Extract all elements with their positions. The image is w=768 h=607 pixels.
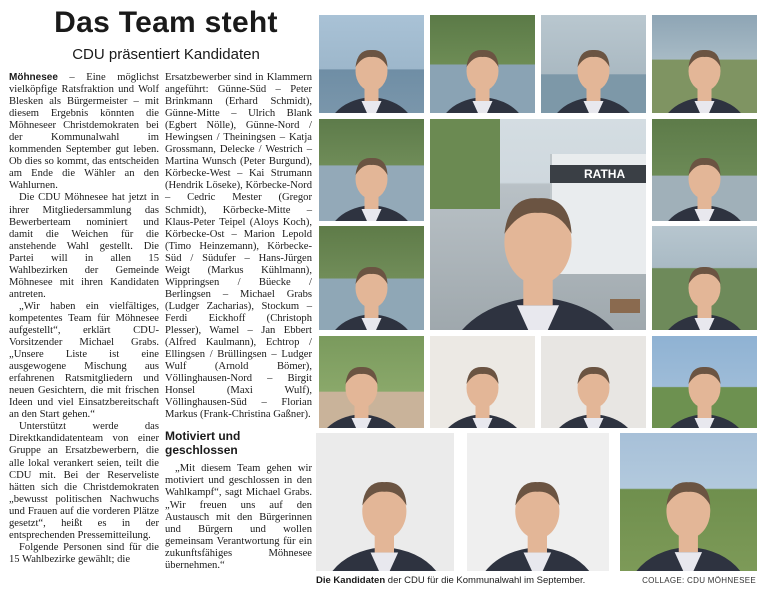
article-column-2 bbox=[165, 72, 312, 572]
paragraph-1: Möhnesee – Eine möglichst vielköpfige Ratsfraktion und Wolf Blesken als Bürgermeister – mit diesem Ergebnis könnten die Möhneseer Christdemokraten bei der Kommunalwahl im kommenden September gut leben. Ob dies so kommt, das entscheiden am Ende die Wähler an den Wahlurnen. bbox=[9, 72, 159, 192]
paragraph-5: Folgende Personen sind für die 15 Wahlbezirke gewählt; die bbox=[9, 541, 159, 565]
candidate-photo bbox=[319, 15, 424, 113]
candidate-photo bbox=[467, 433, 609, 571]
candidate-photo bbox=[652, 119, 757, 221]
photo-caption: Die Kandidaten der CDU für die Kommunalwahl im September. bbox=[316, 575, 586, 586]
section-heading: Motiviert und geschlossen bbox=[165, 429, 241, 458]
headline: Das Team steht bbox=[54, 6, 278, 39]
candidate-photo bbox=[652, 336, 757, 428]
photo-credit: COLLAGE: CDU MÖHNESEE bbox=[642, 576, 756, 585]
candidate-photo bbox=[541, 336, 646, 428]
candidate-photo bbox=[541, 15, 646, 113]
town-hall-sign: RATHA bbox=[550, 165, 646, 183]
subheadline: CDU präsentiert Kandidaten bbox=[72, 46, 260, 63]
dateline: Möhnesee bbox=[9, 72, 58, 83]
paragraph-2: Die CDU Möhnesee hat jetzt in ihrer Mitgliedersammlung das Bewerberteam nominiert und damit die Weichen für die anstehende Wahl gestellt. Die Partei will in allen 15 Wahlbezirken der Gemeinde Möhnesee mit ihren Kandidaten antreten. bbox=[9, 192, 159, 300]
article-column-1 bbox=[9, 72, 159, 566]
candidate-photo bbox=[430, 15, 535, 113]
candidate-photo bbox=[652, 15, 757, 113]
quote-paragraph: „Mit diesem Team gehen wir motiviert und geschlossen in den Wahlkampf“, sagt Michael Grabs. „Wir freuen uns auf den Austausch mit den Bürgerinnen und Bürgern und wollen gemeinsam Verantwortung für ein zukunftsfähiges Möhnesee übernehmen.“ bbox=[165, 463, 312, 571]
candidate-photo bbox=[319, 119, 424, 221]
candidate-photo bbox=[316, 433, 454, 571]
candidate-photo bbox=[652, 226, 757, 330]
candidate-list: Ersatzbewerber sind in Klammern angeführt: Günne-Süd – Peter Brinkmann (Erhard Schmidt), Günne-Mitte – Ulrich Blank (Egbert Nölle), Günne-Nord / Hewingsen / Theiningsen – Katja Grossmann, Delecke / Westrich – Martina Wunsch (Peter Burgund), Körbecke-West – Kai Strumann (Hendrik Löseke), Körbecke-Nord – Cedric Mester (Gregor Schmidt), Körbecke-Mitte – Klaus-Peter Teipel (Aloys Koch), Körbecke-Ost – Marion Lepold (Timo Heinzemann), Körbecke-Süd / Südufer – Hans-Jürgen Weigt (Markus Kühlmann), Wippringsen / Büecke / Berlingsen – Michael Grabs (Ludger Zacharias), Stockum – Ferdi Eickhoff (Christoph Plesser), Wamel – Jan Ebbert (Alfred Kaulmann), Echtrop / Ellingsen / Brüllingsen – Ludger Wulf (Arnold Bömer), Völlinghausen-Nord – Birgit Honsel (Maxi Wulf), Völlinghausen-Süd – Florian Markus (Frank-Christina Gaßner). bbox=[165, 72, 312, 421]
paragraph-4: Unterstützt werde das Direktkandidatenteam von einer Gruppe an Ersatzbewerbern, die alle lokal verankert seien, teilt die CDU mit. Bei der Reserveliste hätten sich die Christdemokraten „bewusst politischen Nachwuchs und Frauen auf die vorderen Plätze gesetzt“, heißt es in der entsprechenden Pressemitteilung. bbox=[9, 421, 159, 541]
candidate-photo bbox=[430, 336, 535, 428]
candidate-photo bbox=[319, 336, 424, 428]
paragraph-3: „Wir haben ein vielfältiges, kompetentes Team für Möhnesee aufgestellt“, erklärt CDU-Vorsitzender Michael Grabs. „Unsere Liste ist eine ausgewogene Mischung aus erfahrenen Ratsmitgliedern und neuen Gesichtern, die mit frischen Ideen und viel Einsatzbereitschaft an den Start gehen.“ bbox=[9, 300, 159, 421]
candidate-photo bbox=[620, 433, 757, 571]
candidate-photo-large bbox=[430, 119, 646, 330]
candidate-photo bbox=[319, 226, 424, 330]
